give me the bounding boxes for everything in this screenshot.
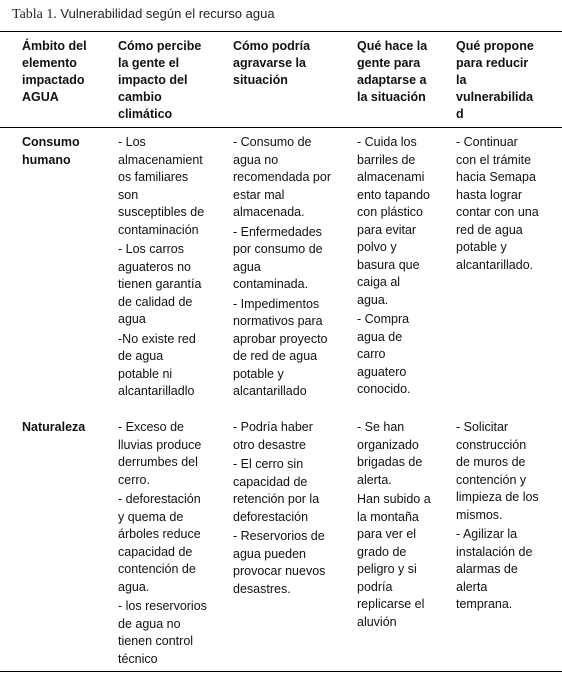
text-line: la	[456, 73, 467, 87]
text-line: deforestación	[233, 509, 309, 524]
cell-naturaleza-agravamiento	[233, 419, 351, 600]
row-label-consumo-humano	[22, 134, 114, 169]
text-line: impactado	[22, 73, 85, 87]
list-item	[456, 419, 560, 524]
text-line: - Podría haber	[233, 420, 313, 434]
text-line: grado de	[357, 544, 407, 559]
list-item	[118, 241, 230, 329]
text-line: d	[456, 107, 464, 121]
text-line: son	[118, 187, 139, 202]
table-caption	[12, 6, 275, 23]
text-line: agua	[118, 312, 146, 326]
text-line: podría	[357, 579, 393, 594]
text-line: de agua no	[118, 616, 181, 631]
list-item	[233, 224, 351, 294]
text-line: alerta	[456, 579, 488, 594]
text-line: capacidad de	[233, 474, 308, 489]
text-line: Cómo percibe	[118, 39, 202, 53]
text-line: climático	[118, 107, 173, 121]
text-line: retención por la	[233, 492, 320, 506]
text-line: con el trámite	[456, 152, 532, 167]
row-label-naturaleza	[22, 419, 114, 437]
list-item	[118, 598, 230, 668]
cell-consumo-agravamiento	[233, 134, 351, 403]
text-line: instalación de	[456, 544, 533, 559]
text-line: - Compra	[357, 312, 410, 326]
text-line: - Consumo de	[233, 135, 312, 149]
text-line: Qué propone	[456, 39, 534, 53]
list-item	[233, 419, 351, 454]
list-item	[233, 456, 351, 526]
text-line: potable ni	[118, 366, 173, 381]
text-line: vulnerabilida	[456, 90, 534, 104]
text-line: alerta.	[357, 472, 392, 487]
text-line: - Los carros	[118, 242, 184, 256]
list-item	[357, 419, 449, 489]
text-line: susceptibles de	[118, 205, 205, 219]
text-line: os familiares	[118, 170, 189, 184]
text-line: peligro y si	[357, 562, 417, 576]
text-line: - Continuar	[456, 135, 518, 149]
header-adaptacion	[357, 38, 447, 106]
text-line: construcción	[456, 437, 527, 452]
text-line: brigadas de	[357, 455, 423, 469]
text-line: aluvión	[357, 614, 397, 629]
text-line: - Los	[118, 135, 146, 149]
cell-consumo-adaptacion	[357, 134, 449, 401]
list-item	[118, 491, 230, 596]
table-title: Vulnerabilidad según el recurso agua	[60, 6, 275, 21]
text-line: - El cerro sin	[233, 457, 304, 471]
text-line: por consumo de	[233, 242, 323, 256]
list-item	[233, 528, 351, 598]
text-line: para reducir	[456, 56, 529, 70]
text-line: - Cuida los	[357, 135, 417, 149]
text-line: - deforestación	[118, 492, 201, 506]
text-line: y quema de	[118, 509, 184, 524]
text-line: para ver el	[357, 527, 417, 541]
text-line: recomendada por	[233, 170, 331, 184]
text-line: ento tapando	[357, 187, 430, 202]
text-line: agua	[233, 259, 261, 274]
text-line: basura que	[357, 257, 420, 272]
text-line: agua.	[118, 579, 150, 594]
table-top-rule	[0, 31, 562, 32]
text-line: - Exceso de	[118, 420, 185, 434]
text-line: árboles reduce	[118, 527, 201, 541]
text-line: aguateros no	[118, 259, 191, 274]
text-line: - Impedimentos	[233, 296, 320, 311]
text-line: humano	[22, 152, 71, 167]
list-item	[357, 311, 449, 399]
list-item	[233, 134, 351, 222]
cell-consumo-propuesta	[456, 134, 560, 276]
text-line: cerro.	[118, 472, 150, 487]
cell-consumo-percepcion	[118, 134, 230, 403]
text-line: Consumo	[22, 135, 80, 149]
text-line: agravarse la	[233, 56, 306, 70]
text-line: agua pueden	[233, 546, 306, 561]
header-bottom-rule	[0, 127, 562, 128]
table-number: Tabla 1.	[12, 7, 57, 22]
text-line: otro desastre	[233, 437, 306, 452]
list-item	[118, 134, 230, 239]
text-line: almacenami	[357, 170, 425, 184]
header-propuesta	[456, 38, 556, 123]
text-line: limpieza de los	[456, 490, 539, 504]
text-line: de muros de	[456, 455, 526, 469]
text-line: almacenada.	[233, 205, 305, 219]
text-line: barriles de	[357, 152, 416, 167]
text-line: alcantarillado.	[456, 257, 534, 272]
text-line: lluvias produce	[118, 437, 202, 452]
header-percepcion	[118, 38, 226, 123]
list-item	[118, 331, 230, 401]
text-line: agua no	[233, 152, 279, 167]
text-line: organizado	[357, 437, 419, 452]
cell-naturaleza-percepcion	[118, 419, 230, 670]
text-line: agua de	[357, 329, 403, 344]
text-line: Cómo podría	[233, 39, 311, 53]
header-ambito	[22, 38, 114, 106]
text-line: elemento	[22, 56, 77, 70]
text-line: contención y	[456, 472, 527, 487]
list-item	[357, 134, 449, 309]
text-line: cambio	[118, 90, 162, 104]
text-line: la gente el	[118, 56, 180, 70]
text-line: Qué hace la	[357, 39, 428, 53]
header-agravamiento	[233, 38, 343, 89]
text-line: Naturaleza	[22, 420, 86, 434]
text-line: adaptarse a	[357, 73, 427, 87]
text-line: situación	[233, 73, 288, 87]
text-line: - Reservorios de	[233, 529, 325, 543]
text-line: alarmas de	[456, 562, 518, 576]
list-item	[456, 526, 560, 614]
text-line: técnico	[118, 651, 158, 666]
cell-naturaleza-propuesta	[456, 419, 560, 616]
text-line: tienen control	[118, 634, 194, 648]
text-line: aprobar proyecto	[233, 331, 328, 346]
text-line: - los reservorios	[118, 599, 207, 613]
list-item	[357, 491, 449, 631]
text-line: de agua	[118, 349, 164, 363]
text-line: impacto del	[118, 73, 188, 87]
text-line: potable y	[456, 240, 507, 254]
text-line: polvo y	[357, 240, 397, 254]
text-line: tienen garantía	[118, 277, 202, 291]
text-line: - Agilizar la	[456, 527, 518, 541]
list-item	[456, 134, 560, 274]
cell-naturaleza-adaptacion	[357, 419, 449, 633]
text-line: estar mal	[233, 187, 285, 202]
text-line: replicarse el	[357, 597, 425, 611]
text-line: - Enfermedades	[233, 224, 322, 239]
text-line: provocar nuevos	[233, 564, 326, 578]
text-line: potable y	[233, 366, 284, 381]
list-item	[118, 419, 230, 489]
text-line: alcantarillado	[233, 384, 307, 398]
text-line: capacidad de	[118, 544, 193, 559]
text-line: almacenamient	[118, 152, 203, 167]
text-line: con plástico	[357, 205, 424, 219]
text-line: la montaña	[357, 509, 419, 524]
text-line: de red de agua	[233, 349, 318, 363]
text-line: contención de	[118, 562, 196, 576]
text-line: hacia Semapa	[456, 170, 536, 184]
text-line: red de agua	[456, 222, 523, 237]
text-line: aguatero	[357, 364, 407, 379]
text-line: gente para	[357, 56, 421, 70]
list-item	[233, 296, 351, 401]
text-line: agua.	[357, 292, 389, 307]
text-line: Han subido a	[357, 492, 431, 506]
text-line: la situación	[357, 90, 426, 104]
text-line: caiga al	[357, 275, 401, 289]
text-line: alcantarilladlo	[118, 384, 195, 398]
text-line: contaminada.	[233, 277, 309, 291]
text-line: desastres.	[233, 581, 291, 596]
text-line: de calidad de	[118, 294, 193, 309]
text-line: normativos para	[233, 314, 323, 328]
text-line: contar con una	[456, 205, 539, 219]
text-line: contaminación	[118, 222, 199, 237]
text-line: derrumbes del	[118, 455, 198, 469]
text-line: carro	[357, 347, 386, 361]
text-line: - Se han	[357, 420, 405, 434]
text-line: para evitar	[357, 222, 417, 237]
text-line: mismos.	[456, 507, 503, 522]
text-line: -No existe red	[118, 331, 196, 346]
text-line: AGUA	[22, 90, 59, 104]
text-line: - Solicitar	[456, 420, 509, 434]
table-bottom-rule	[0, 671, 562, 672]
text-line: temprana.	[456, 597, 513, 611]
text-line: conocido.	[357, 382, 411, 396]
text-line: Ámbito del	[22, 39, 87, 53]
text-line: hasta lograr	[456, 187, 523, 202]
